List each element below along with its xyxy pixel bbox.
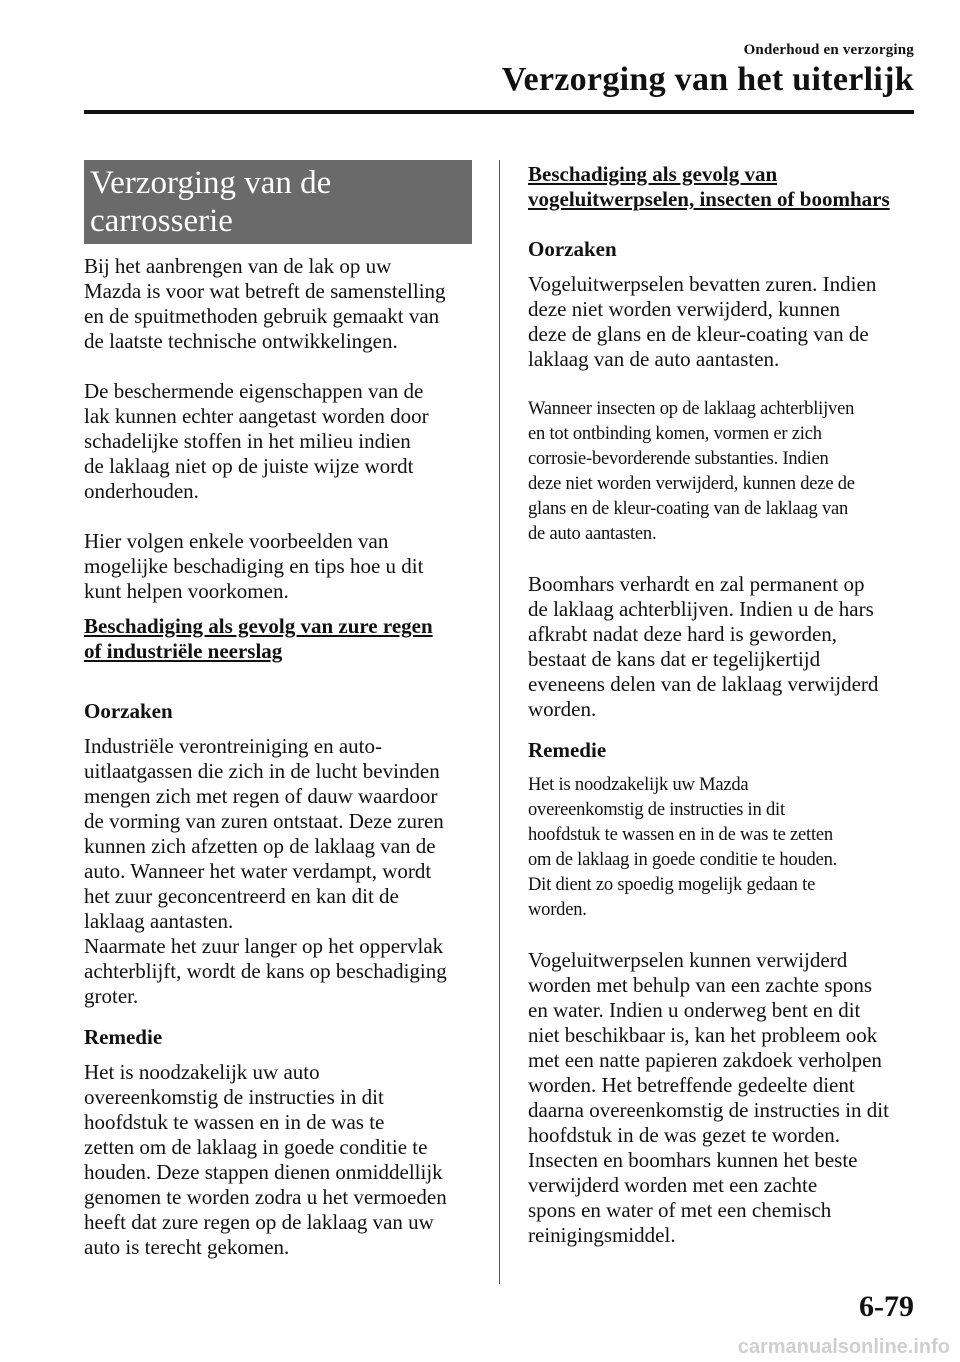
- causes-paragraph: Vogeluitwerpselen bevatten zuren. Indien deze niet worden verwijderd, kunnen deze de glans en de kleur-coating van de laklaag van de auto aantasten.: [528, 272, 877, 371]
- paragraph: De beschermende eigenschappen van de lak kunnen echter aangetast worden door schadelijke stoffen in het milieu indien de laklaag niet op de juiste wijze wordt onderhouden.: [84, 379, 429, 503]
- remedy-paragraph: Het is noodzakelijk uw auto overeenkomstig de instructies in dit hoofdstuk te wassen en in de was te zetten om de laklaag in goede conditie te houden. Deze stappen dienen onmiddellijk genomen te worden zodra u het vermoeden heeft dat zure regen op de laklaag van uw auto is terecht gekomen.: [84, 1060, 447, 1259]
- subtitle-bird-droppings: Beschadiging als gevolg van vogeluitwerpselen, insecten of boomhars: [528, 162, 890, 211]
- remedy-paragraph: Het is noodzakelijk uw Mazda overeenkomstig de instructies in dit hoofdstuk te wassen en in de was te zetten om de laklaag in goede conditie te houden. Dit dient zo spoedig mogelijk gedaan te worden.: [528, 775, 838, 920]
- causes-heading: Oorzaken: [528, 237, 617, 261]
- left-column: [84, 160, 472, 1260]
- section-heading-line: Verzorging van de: [90, 165, 332, 201]
- page-number: 6-79: [859, 1290, 914, 1323]
- causes-heading: Oorzaken: [84, 699, 173, 723]
- remedy-paragraph: Vogeluitwerpselen kunnen verwijderd worden met behulp van een zachte spons en water. Indien u onderweg bent en dit niet beschikbaar is, kan het probleem ook met een natte papieren zakdoek verholpen worden. Het betreffende gedeelte dient daarna overeenkomstig de instructies in dit hoofdstuk in de was gezet te worden. Insecten en boomhars kunnen het beste verwijderd worden met een zachte spons en water of met een chemisch reinigingsmiddel.: [528, 948, 889, 1247]
- section-title: Verzorging van het uiterlijk: [501, 61, 914, 98]
- chapter-title: Onderhoud en verzorging: [743, 42, 914, 58]
- header-rule: [84, 110, 914, 114]
- right-column: [528, 162, 920, 1248]
- subtitle-acid-rain: Beschadiging als gevolg van zure regen of industriële neerslag: [84, 614, 433, 663]
- causes-paragraph: Boomhars verhardt en zal permanent op de laklaag achterblijven. Indien u de hars afkrabt nadat deze hard is geworden, bestaat de kans dat er tegelijkertijd eveneens delen van de laklaag verwijderd worden.: [528, 572, 879, 721]
- section-heading-box: [84, 160, 472, 244]
- column-divider: [499, 160, 500, 1284]
- paragraph: Hier volgen enkele voorbeelden van mogelijke beschadiging en tips hoe u dit kunt helpen voorkomen.: [84, 529, 424, 603]
- causes-paragraph: Wanneer insecten op de laklaag achterblijven en tot ontbinding komen, vormen er zich corrosie-bevorderende substanties. Indien deze niet worden verwijderd, kunnen deze de glans en de kleur-coating van de laklaag van de auto aantasten.: [528, 399, 855, 544]
- section-heading-line: carrosserie: [90, 203, 233, 239]
- remedy-heading: Remedie: [84, 1025, 163, 1049]
- remedy-heading: Remedie: [528, 738, 607, 762]
- intro-paragraph: Bij het aanbrengen van de lak op uw Mazda is voor wat betreft de samenstelling en de spuitmethoden gebruik gemaakt van de laatste technische ontwikkelingen.: [84, 254, 446, 353]
- watermark: carmanualsonline.info: [737, 1336, 950, 1358]
- causes-paragraph: Industriële verontreiniging en auto- uitlaatgassen die zich in de lucht bevinden mengen zich met regen of dauw waardoor de vorming van zuren ontstaat. Deze zuren kunnen zich afzetten op de laklaag van de auto. Wanneer het water verdampt, wordt het zuur geconcentreerd en kan dit de laklaag aantasten. Naarmate het zuur langer op het oppervlak achterblijft, wordt de kans op beschadiging groter.: [84, 734, 447, 1008]
